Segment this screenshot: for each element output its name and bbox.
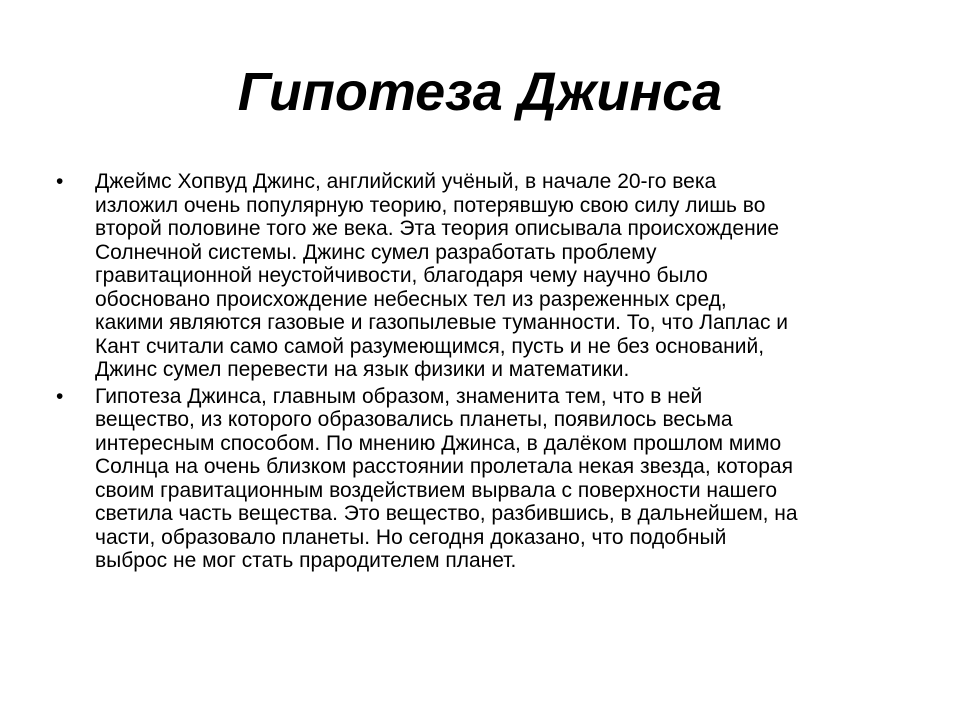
text-line: выброс не мог стать прародителем планет. [95, 549, 517, 572]
text-line: Джеймс Хопвуд Джинс, английский учёный, в начале 20-го века [95, 170, 717, 193]
text-line: Кант считали само самой разумеющимся, пусть и не без оснований, [95, 334, 765, 358]
text-line: гравитационной неустойчивости, благодаря чему научно было [95, 264, 708, 287]
bullet-list [56, 170, 906, 576]
text-line: изложил очень популярную теорию, потерявшую свою силу лишь во [95, 193, 766, 217]
text-line: своим гравитационным воздействием вырвала с поверхности нашего [95, 478, 778, 502]
text-line: Джинс сумел перевести на язык физики и математики. [95, 358, 630, 381]
text-line: какими являются газовые и газопылевые туманности. То, что Лаплас и [95, 311, 789, 334]
text-line: вещество, из которого образовались планеты, появилось весьма [95, 408, 733, 431]
text-line: части, образовало планеты. Но сегодня доказано, что подобный [95, 525, 727, 549]
bullet-text [95, 385, 906, 573]
text-line: Гипотеза Джинса, главным образом, знаменита тем, что в ней [95, 384, 703, 408]
text-line: Солнечной системы. Джинс сумел разработать проблему [95, 240, 657, 264]
bullet-item-1 [56, 170, 906, 382]
text-line: Солнца на очень близком расстоянии пролетала некая звезда, которая [95, 455, 793, 478]
bullet-icon: • [56, 170, 64, 193]
text-line: светила часть вещества. Это вещество, разбившись, в дальнейшем, на [95, 502, 798, 525]
slide-title: Гипотеза Джинса [237, 62, 723, 122]
bullet-item-2 [56, 385, 906, 573]
bullet-icon: • [56, 384, 64, 408]
bullet-text [95, 170, 906, 382]
text-line: второй половине того же века. Эта теория описывала происхождение [95, 217, 780, 240]
text-line: интересным способом. По мнению Джинса, в далёком прошлом мимо [95, 431, 782, 455]
text-line: обосновано происхождение небесных тел из разреженных сред, [95, 287, 727, 311]
